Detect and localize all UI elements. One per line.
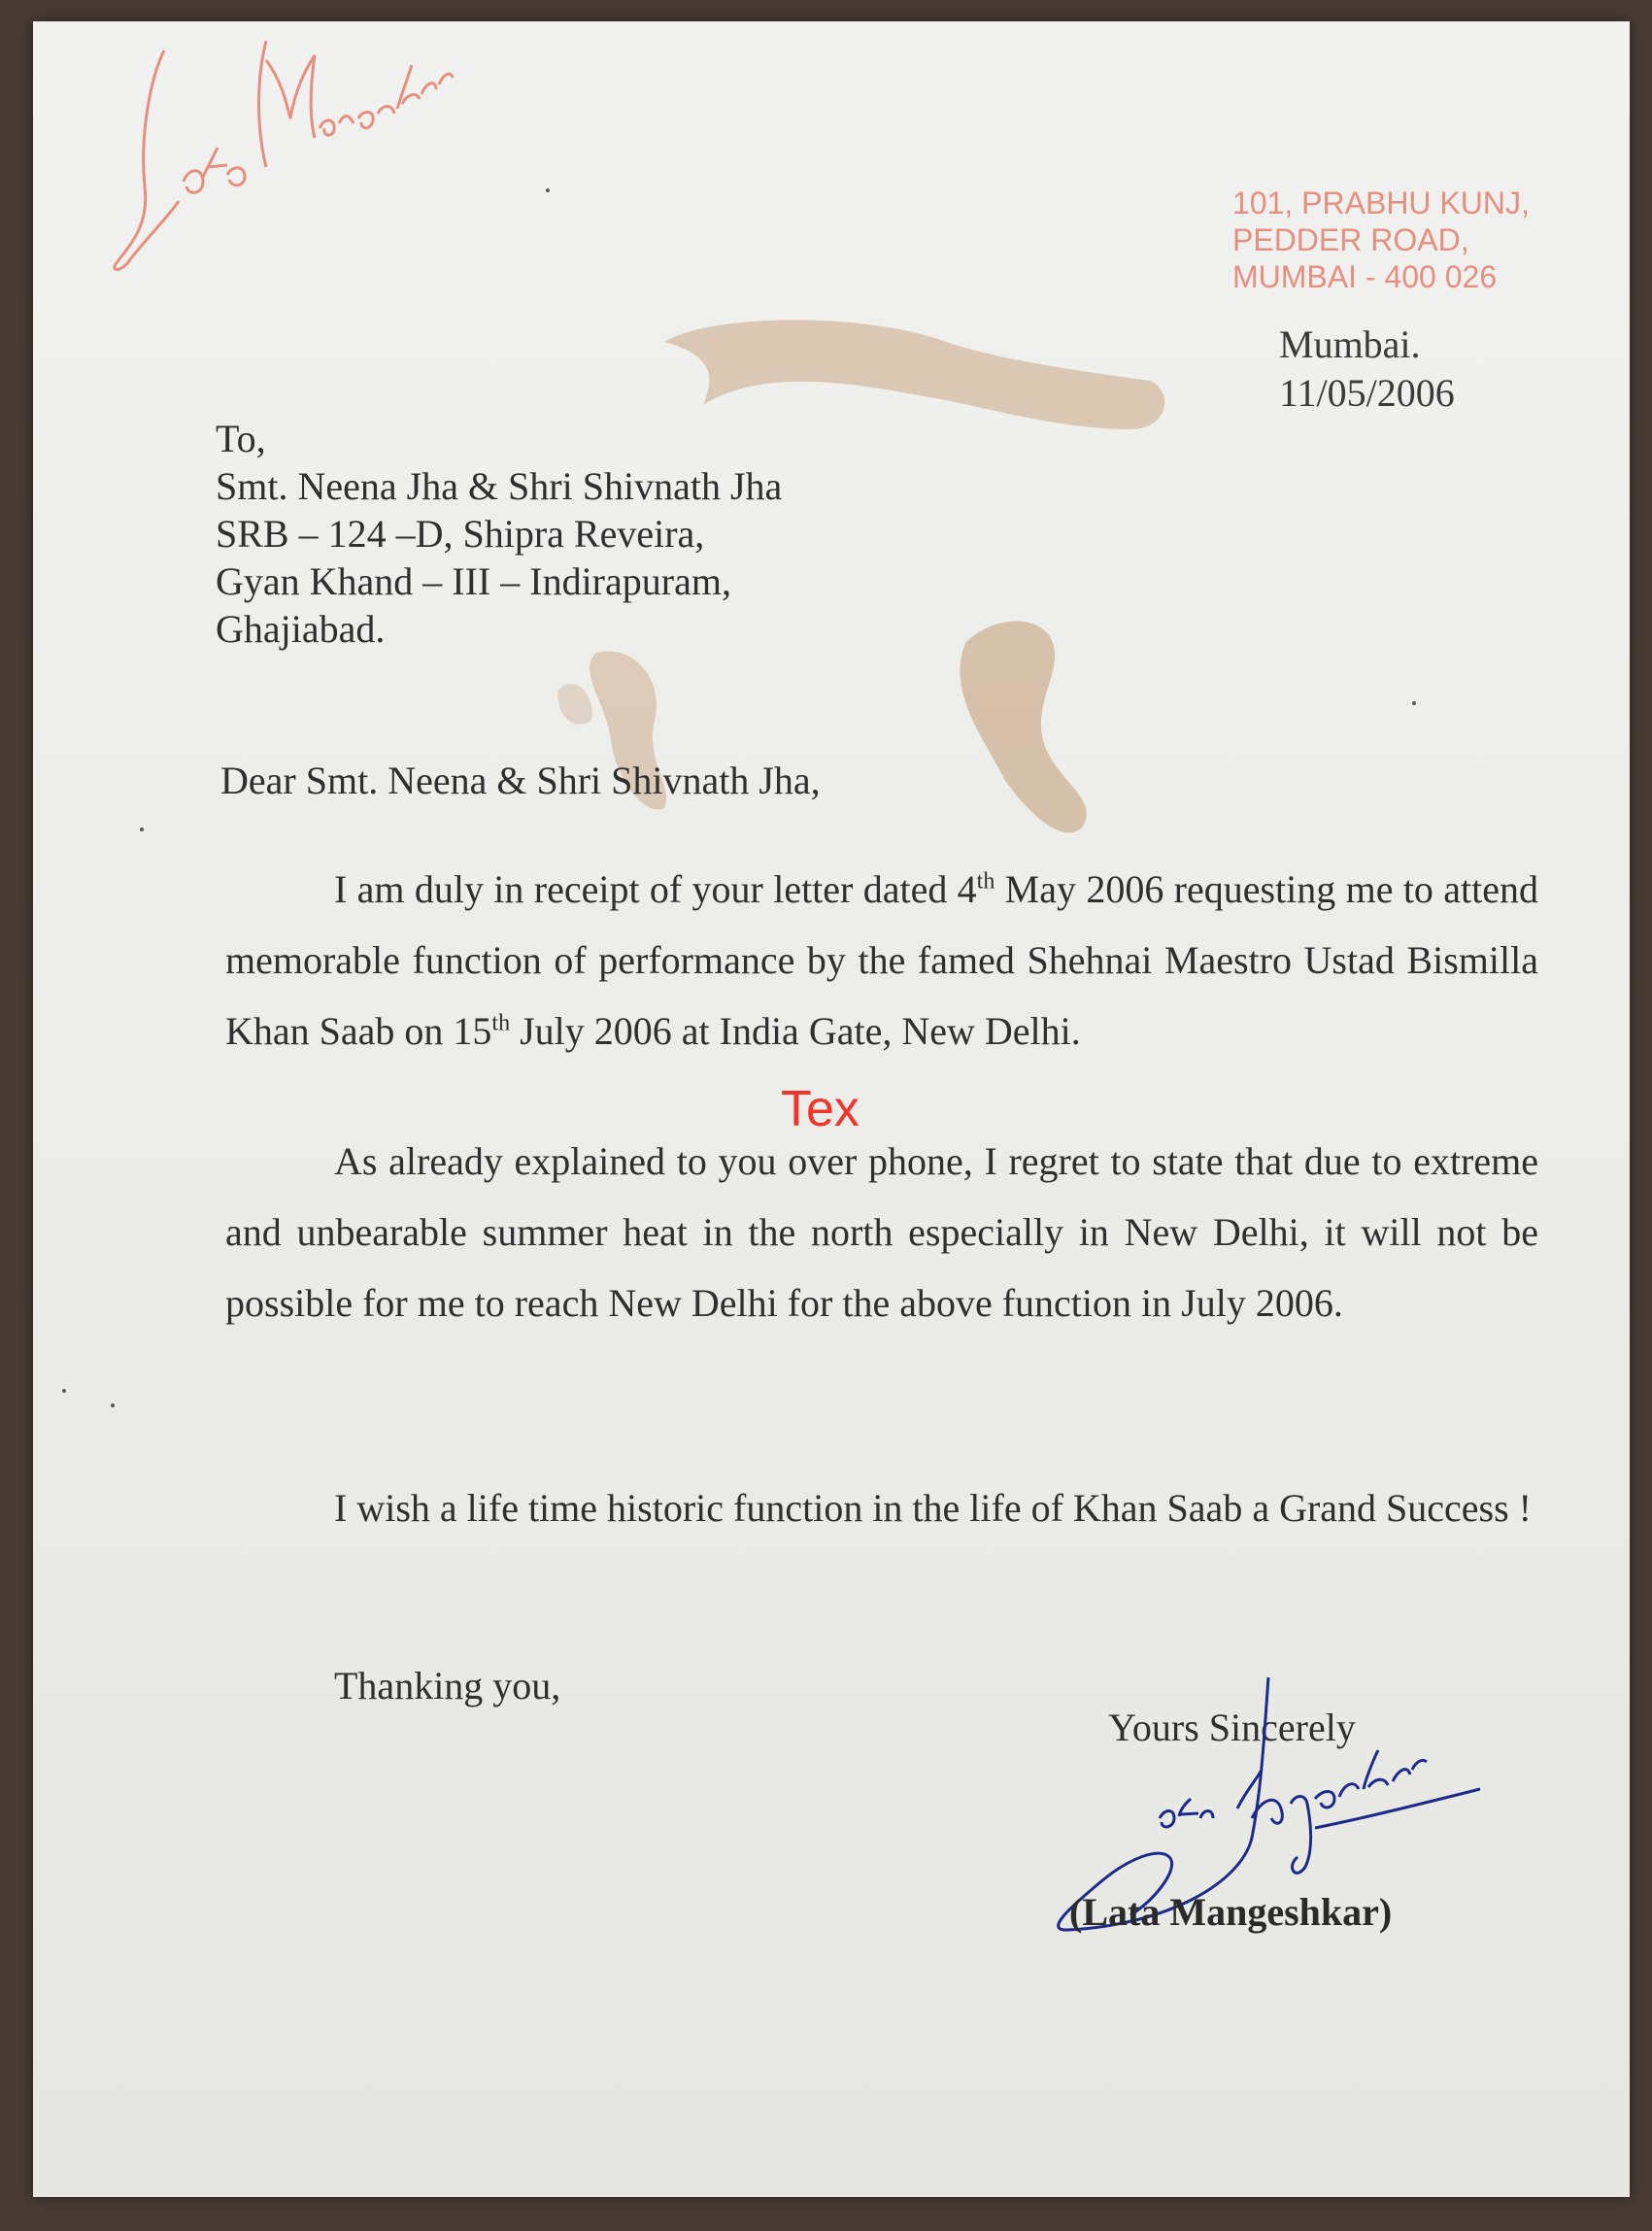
recipient-line: Ghajiabad. — [216, 607, 386, 651]
to-label: To, — [216, 417, 266, 460]
paper-speck — [111, 1403, 115, 1407]
body-paragraph-3: I wish a life time historic function in the life of Khan Saab a Grand Success ! — [334, 1486, 1532, 1530]
paragraph-text: July 2006 at India Gate, New Delhi. — [510, 1009, 1081, 1053]
paragraph-text: I am duly in receipt of your letter dated 4 — [334, 867, 977, 911]
letterhead-address — [1232, 185, 1530, 295]
recipient-block — [216, 415, 782, 653]
letter-date: 11/05/2006 — [1279, 371, 1455, 415]
signatory-name: (Lata Mangeshkar) — [1069, 1890, 1393, 1934]
paper-speck — [1412, 701, 1416, 705]
recipient-line: SRB – 124 –D, Shipra Reveira, — [216, 512, 705, 556]
superscript: th — [976, 868, 995, 895]
salutation: Dear Smt. Neena & Shri Shivnath Jha, — [220, 759, 821, 802]
address-line: PEDDER ROAD, — [1232, 222, 1469, 257]
body-paragraph-1 — [225, 854, 1538, 1066]
body-paragraph-2: As already explained to you over phone, I regret to state that due to extreme and unbearable summer heat in the north especially in New Delhi, it will not be possible for me to reach New Delhi for the above function in July 2006. — [225, 1139, 1538, 1325]
closing-thanks: Thanking you, — [334, 1664, 561, 1707]
paragraph-text: May 2006 requesting me to attend memorable function of performance by the famed Shehnai Maestro Ustad Bismilla Khan Saab on 15 — [225, 867, 1539, 1053]
recipient-line: Gyan Khand – III – Indirapuram, — [216, 559, 731, 603]
letter-paper — [33, 21, 1630, 2197]
overlay-annotation-label: Tex — [781, 1081, 860, 1137]
closing-yours: Yours Sincerely — [1108, 1706, 1356, 1749]
letter-place: Mumbai. — [1279, 322, 1421, 366]
address-line: MUMBAI - 400 026 — [1232, 259, 1498, 294]
letterhead-logo-signature — [111, 21, 519, 274]
paper-speck — [546, 188, 550, 192]
superscript: th — [491, 1010, 511, 1036]
dateline — [1279, 321, 1455, 418]
paper-speck — [62, 1389, 66, 1393]
paper-speck — [140, 828, 144, 831]
address-line: 101, PRABHU KUNJ, — [1232, 186, 1530, 220]
recipient-line: Smt. Neena Jha & Shri Shivnath Jha — [216, 464, 783, 508]
